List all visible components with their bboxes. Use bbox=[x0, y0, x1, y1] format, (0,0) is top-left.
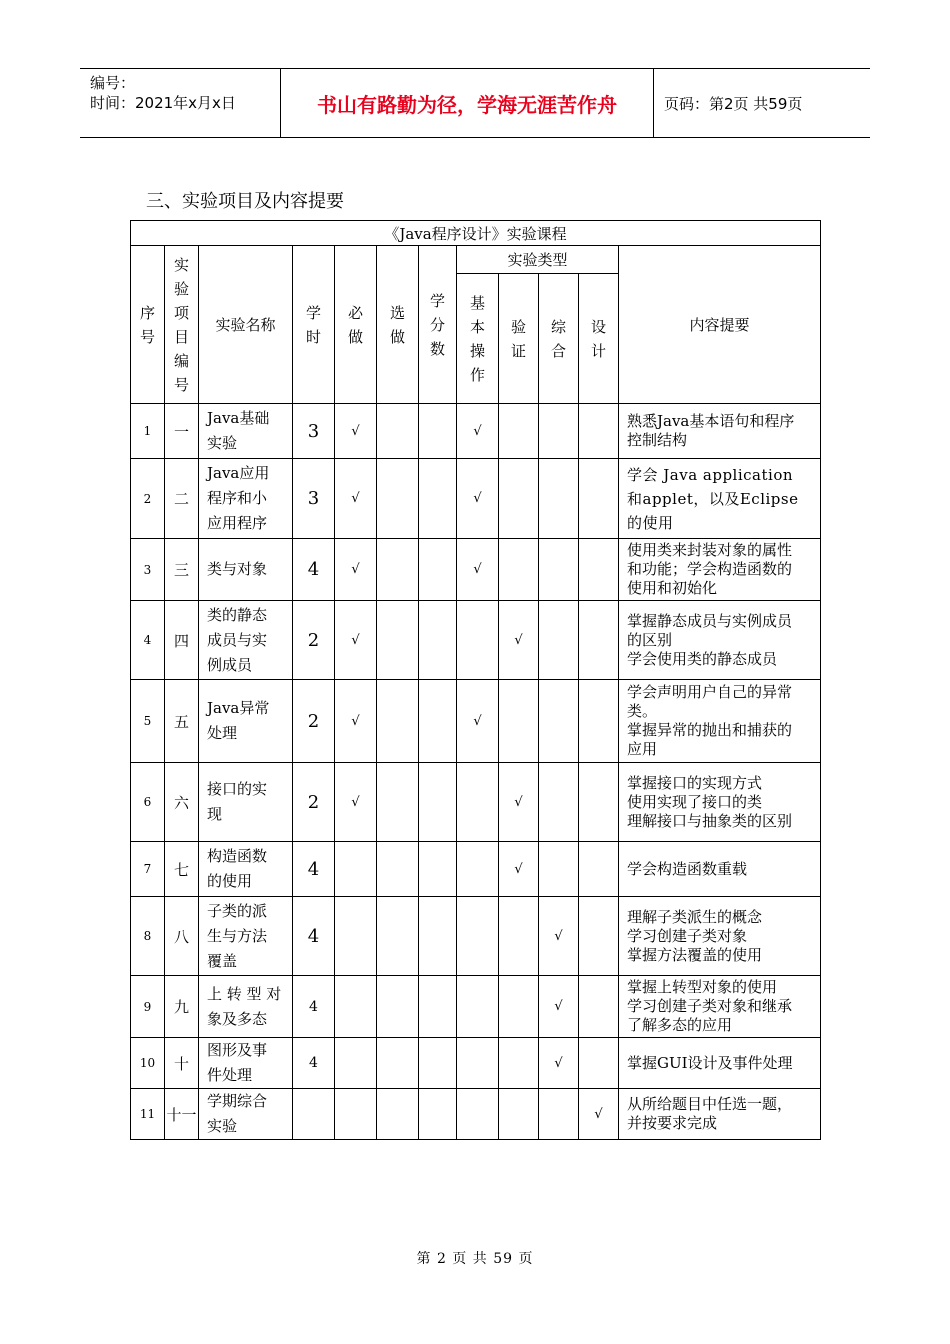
row-optional bbox=[377, 976, 419, 1038]
header-char: 学 bbox=[305, 303, 321, 322]
row-design bbox=[579, 539, 619, 601]
row-content-line: 了解多态的应用 bbox=[627, 1016, 733, 1034]
row-name bbox=[199, 1038, 293, 1089]
header-optional bbox=[377, 246, 419, 404]
row-credits bbox=[419, 459, 457, 539]
row-content bbox=[619, 1038, 821, 1089]
header-content: 内容提要 bbox=[619, 246, 821, 404]
header-char: 证 bbox=[510, 341, 526, 360]
row-name bbox=[199, 1089, 293, 1140]
row-optional bbox=[377, 1038, 419, 1089]
row-basic: √ bbox=[457, 404, 499, 459]
row-name bbox=[199, 976, 293, 1038]
row-basic bbox=[457, 842, 499, 897]
row-seq: 10 bbox=[131, 1038, 165, 1089]
row-name-line: 实验 bbox=[207, 434, 238, 452]
row-credits bbox=[419, 680, 457, 763]
row-seq: 9 bbox=[131, 976, 165, 1038]
header-seq bbox=[131, 246, 165, 404]
row-required: √ bbox=[335, 459, 377, 539]
row-required bbox=[335, 897, 377, 976]
row-name bbox=[199, 897, 293, 976]
row-verify bbox=[499, 539, 539, 601]
row-content-line: 从所给题目中任选一题， bbox=[627, 1095, 793, 1113]
row-content bbox=[619, 1089, 821, 1140]
row-name-line: 接口的实 bbox=[207, 780, 268, 798]
header-char: 号 bbox=[173, 375, 189, 394]
row-optional bbox=[377, 539, 419, 601]
header-char: 合 bbox=[550, 341, 566, 360]
header-char: 数 bbox=[429, 339, 445, 358]
header-char: 目 bbox=[173, 327, 189, 346]
row-comprehensive bbox=[539, 1089, 579, 1140]
table-caption: 《Java程序设计》实验课程 bbox=[131, 221, 821, 246]
row-content-line: 学会声明用户自己的异常 bbox=[627, 683, 793, 701]
row-name-line: Java基础 bbox=[207, 409, 270, 427]
row-content-line: 掌握异常的抛出和捕获的 bbox=[627, 721, 793, 739]
row-verify bbox=[499, 680, 539, 763]
row-item-no: 七 bbox=[165, 842, 199, 897]
row-content-line: 使用类来封装对象的属性 bbox=[627, 541, 793, 559]
row-hours: 4 bbox=[293, 976, 335, 1038]
header-verify bbox=[499, 274, 539, 404]
row-name-line: 成员与实 bbox=[207, 630, 268, 649]
row-verify bbox=[499, 897, 539, 976]
row-hours: 4 bbox=[293, 842, 335, 897]
row-required: √ bbox=[335, 680, 377, 763]
row-content bbox=[619, 539, 821, 601]
row-comprehensive bbox=[539, 459, 579, 539]
row-name-line: 上 转 型 对 bbox=[207, 984, 282, 1003]
row-item-no: 四 bbox=[165, 601, 199, 680]
row-design: √ bbox=[579, 1089, 619, 1140]
row-basic: √ bbox=[457, 539, 499, 601]
row-credits bbox=[419, 539, 457, 601]
row-content bbox=[619, 459, 821, 539]
row-name bbox=[199, 539, 293, 601]
header-motto: 书山有路勤为径，学海无涯苦作舟 bbox=[281, 69, 654, 137]
row-content-line: 和applet，以及Eclipse bbox=[627, 489, 799, 508]
table-row bbox=[131, 1038, 821, 1089]
page-header bbox=[80, 68, 870, 138]
row-content-line: 和功能；学会构造函数的 bbox=[627, 560, 793, 578]
header-hours bbox=[293, 246, 335, 404]
row-design bbox=[579, 680, 619, 763]
header-char: 时 bbox=[305, 327, 321, 346]
row-content-line: 类。 bbox=[627, 702, 658, 720]
header-char: 做 bbox=[389, 327, 405, 346]
experiment-table bbox=[130, 220, 821, 1140]
row-item-no: 十一 bbox=[165, 1089, 199, 1140]
row-hours: 4 bbox=[293, 539, 335, 601]
row-name-line: 构造函数 bbox=[207, 847, 268, 865]
row-name-line: 现 bbox=[207, 805, 223, 823]
row-seq: 11 bbox=[131, 1089, 165, 1140]
row-optional bbox=[377, 459, 419, 539]
row-content-line: 的使用 bbox=[627, 513, 674, 532]
row-hours: 4 bbox=[293, 1038, 335, 1089]
row-required bbox=[335, 842, 377, 897]
row-content-line: 学习创建子类对象和继承 bbox=[627, 997, 793, 1015]
header-char: 基 bbox=[469, 293, 485, 312]
row-verify bbox=[499, 1038, 539, 1089]
header-design bbox=[579, 274, 619, 404]
row-basic bbox=[457, 601, 499, 680]
row-content-line: 学会 Java application bbox=[627, 465, 794, 484]
header-char: 必 bbox=[347, 303, 363, 322]
table-row bbox=[131, 763, 821, 842]
row-comprehensive: √ bbox=[539, 1038, 579, 1089]
row-content bbox=[619, 763, 821, 842]
row-name bbox=[199, 842, 293, 897]
row-comprehensive bbox=[539, 539, 579, 601]
header-char: 项 bbox=[173, 303, 189, 322]
row-content bbox=[619, 976, 821, 1038]
header-item-no bbox=[165, 246, 199, 404]
header-char: 选 bbox=[389, 303, 405, 322]
header-char: 设 bbox=[590, 317, 606, 336]
header-required bbox=[335, 246, 377, 404]
header-char: 序 bbox=[139, 303, 155, 322]
row-basic: √ bbox=[457, 680, 499, 763]
row-required bbox=[335, 976, 377, 1038]
row-verify bbox=[499, 1089, 539, 1140]
row-optional bbox=[377, 404, 419, 459]
row-item-no: 九 bbox=[165, 976, 199, 1038]
row-seq: 1 bbox=[131, 404, 165, 459]
row-content-line: 学会使用类的静态成员 bbox=[627, 649, 778, 668]
header-char: 编 bbox=[173, 351, 189, 370]
row-content-line: 理解子类派生的概念 bbox=[627, 907, 763, 926]
row-name-line: 类与对象 bbox=[207, 560, 268, 578]
row-name-line: Java异常 bbox=[207, 699, 270, 717]
row-optional bbox=[377, 842, 419, 897]
row-hours bbox=[293, 1089, 335, 1140]
row-required bbox=[335, 1038, 377, 1089]
row-comprehensive bbox=[539, 842, 579, 897]
row-required: √ bbox=[335, 601, 377, 680]
row-name-line: 实验 bbox=[207, 1117, 238, 1135]
row-credits bbox=[419, 601, 457, 680]
row-verify: √ bbox=[499, 601, 539, 680]
table-row bbox=[131, 1089, 821, 1140]
row-item-no: 三 bbox=[165, 539, 199, 601]
row-design bbox=[579, 459, 619, 539]
row-content-line: 控制结构 bbox=[627, 431, 688, 449]
row-basic bbox=[457, 1089, 499, 1140]
row-seq: 6 bbox=[131, 763, 165, 842]
row-basic bbox=[457, 763, 499, 842]
row-hours: 2 bbox=[293, 763, 335, 842]
row-content-line: 掌握接口的实现方式 bbox=[627, 773, 763, 792]
row-content-line: 使用实现了接口的类 bbox=[627, 792, 763, 811]
header-comprehensive bbox=[539, 274, 579, 404]
header-char: 分 bbox=[429, 315, 445, 334]
row-optional bbox=[377, 1089, 419, 1140]
row-name-line: 的使用 bbox=[207, 872, 253, 890]
header-name: 实验名称 bbox=[199, 246, 293, 404]
table-row bbox=[131, 680, 821, 763]
row-comprehensive bbox=[539, 601, 579, 680]
row-credits bbox=[419, 404, 457, 459]
row-name-line: 学期综合 bbox=[207, 1092, 268, 1110]
header-char: 计 bbox=[590, 341, 606, 360]
table-row bbox=[131, 459, 821, 539]
header-left-cell bbox=[80, 69, 281, 137]
header-char: 实 bbox=[173, 255, 189, 274]
row-required: √ bbox=[335, 404, 377, 459]
row-content bbox=[619, 897, 821, 976]
row-name-line: 处理 bbox=[207, 724, 238, 742]
row-comprehensive bbox=[539, 404, 579, 459]
row-item-no: 八 bbox=[165, 897, 199, 976]
row-item-no: 十 bbox=[165, 1038, 199, 1089]
row-credits bbox=[419, 897, 457, 976]
table-row bbox=[131, 976, 821, 1038]
row-basic: √ bbox=[457, 459, 499, 539]
row-design bbox=[579, 601, 619, 680]
row-seq: 2 bbox=[131, 459, 165, 539]
header-char: 验 bbox=[173, 279, 189, 298]
row-content bbox=[619, 842, 821, 897]
row-name bbox=[199, 680, 293, 763]
row-seq: 3 bbox=[131, 539, 165, 601]
row-basic bbox=[457, 976, 499, 1038]
row-credits bbox=[419, 1089, 457, 1140]
table-row bbox=[131, 601, 821, 680]
row-seq: 5 bbox=[131, 680, 165, 763]
row-item-no: 一 bbox=[165, 404, 199, 459]
row-verify bbox=[499, 976, 539, 1038]
row-hours: 2 bbox=[293, 680, 335, 763]
row-name-line: 图形及事 bbox=[207, 1041, 268, 1059]
row-name-line: 生与方法 bbox=[207, 926, 268, 945]
row-content-line: 理解接口与抽象类的区别 bbox=[627, 811, 793, 830]
row-verify bbox=[499, 459, 539, 539]
row-content-line: 并按要求完成 bbox=[627, 1114, 718, 1132]
row-name bbox=[199, 601, 293, 680]
table-row bbox=[131, 404, 821, 459]
header-char: 学 bbox=[429, 291, 445, 310]
row-design bbox=[579, 404, 619, 459]
row-content bbox=[619, 601, 821, 680]
row-name bbox=[199, 763, 293, 842]
section-title: 三、实验项目及内容提要 bbox=[146, 191, 344, 212]
header-char: 号 bbox=[139, 327, 155, 346]
row-name-line: 程序和小 bbox=[207, 489, 268, 507]
row-design bbox=[579, 763, 619, 842]
row-content-line: 应用 bbox=[627, 740, 658, 758]
row-seq: 4 bbox=[131, 601, 165, 680]
row-content-line: 掌握方法覆盖的使用 bbox=[627, 945, 763, 964]
header-char: 综 bbox=[550, 317, 566, 336]
row-content bbox=[619, 680, 821, 763]
row-content-line: 掌握上转型对象的使用 bbox=[627, 978, 778, 996]
row-optional bbox=[377, 763, 419, 842]
row-name-line: 类的静态 bbox=[207, 605, 268, 624]
row-hours: 4 bbox=[293, 897, 335, 976]
row-content-line: 熟悉Java基本语句和程序 bbox=[627, 412, 795, 430]
header-page-info: 页码：第2页 共59页 bbox=[664, 94, 803, 113]
row-content-line: 掌握静态成员与实例成员 bbox=[627, 611, 793, 630]
row-comprehensive: √ bbox=[539, 897, 579, 976]
row-item-no: 六 bbox=[165, 763, 199, 842]
row-comprehensive bbox=[539, 763, 579, 842]
row-required: √ bbox=[335, 539, 377, 601]
row-name-line: 例成员 bbox=[207, 655, 253, 674]
row-credits bbox=[419, 763, 457, 842]
row-required: √ bbox=[335, 763, 377, 842]
header-char: 验 bbox=[510, 317, 526, 336]
row-content-line: 的区别 bbox=[627, 630, 673, 649]
header-credits bbox=[419, 246, 457, 404]
row-name-line: 象及多态 bbox=[207, 1009, 268, 1028]
row-comprehensive: √ bbox=[539, 976, 579, 1038]
row-content-line: 学会构造函数重载 bbox=[627, 859, 748, 878]
row-item-no: 二 bbox=[165, 459, 199, 539]
table-row bbox=[131, 539, 821, 601]
row-design bbox=[579, 842, 619, 897]
row-seq: 7 bbox=[131, 842, 165, 897]
row-item-no: 五 bbox=[165, 680, 199, 763]
row-hours: 2 bbox=[293, 601, 335, 680]
header-char: 作 bbox=[469, 365, 485, 384]
row-verify: √ bbox=[499, 842, 539, 897]
row-credits bbox=[419, 976, 457, 1038]
header-basic bbox=[457, 274, 499, 404]
row-name-line: 覆盖 bbox=[207, 951, 238, 970]
row-optional bbox=[377, 601, 419, 680]
row-name-line: 应用程序 bbox=[207, 514, 268, 532]
row-credits bbox=[419, 842, 457, 897]
row-design bbox=[579, 976, 619, 1038]
row-content-line: 掌握GUI设计及事件处理 bbox=[627, 1053, 793, 1072]
page-footer: 第 2 页 共 59 页 bbox=[416, 1251, 534, 1267]
time-label: 时间：2021年x月x日 bbox=[90, 94, 236, 112]
number-label: 编号： bbox=[90, 74, 136, 92]
row-optional bbox=[377, 680, 419, 763]
row-hours: 3 bbox=[293, 404, 335, 459]
row-content-line: 使用和初始化 bbox=[627, 579, 718, 597]
header-char: 操 bbox=[469, 341, 485, 360]
row-name-line: Java应用 bbox=[207, 464, 270, 482]
header-char: 做 bbox=[347, 327, 363, 346]
row-verify: √ bbox=[499, 763, 539, 842]
row-hours: 3 bbox=[293, 459, 335, 539]
row-seq: 8 bbox=[131, 897, 165, 976]
row-content-line: 学习创建子类对象 bbox=[627, 926, 748, 945]
row-credits bbox=[419, 1038, 457, 1089]
header-char: 本 bbox=[469, 317, 485, 336]
row-verify bbox=[499, 404, 539, 459]
row-name bbox=[199, 404, 293, 459]
row-name-line: 件处理 bbox=[207, 1066, 253, 1084]
row-basic bbox=[457, 897, 499, 976]
row-content bbox=[619, 404, 821, 459]
row-name bbox=[199, 459, 293, 539]
row-design bbox=[579, 897, 619, 976]
row-optional bbox=[377, 897, 419, 976]
row-required bbox=[335, 1089, 377, 1140]
row-basic bbox=[457, 1038, 499, 1089]
row-comprehensive bbox=[539, 680, 579, 763]
table-row bbox=[131, 897, 821, 976]
header-type-group: 实验类型 bbox=[457, 246, 619, 274]
table-row bbox=[131, 842, 821, 897]
row-design bbox=[579, 1038, 619, 1089]
row-name-line: 子类的派 bbox=[207, 901, 268, 920]
